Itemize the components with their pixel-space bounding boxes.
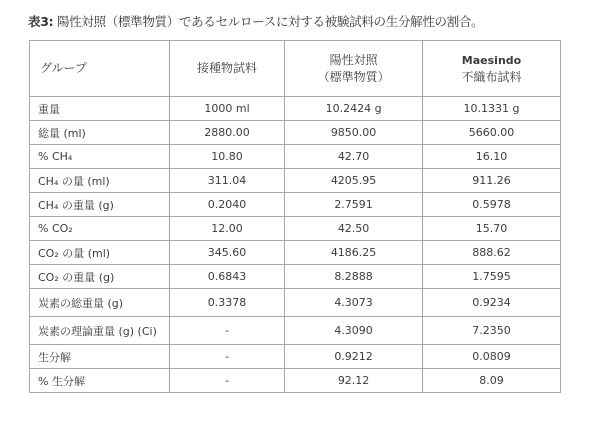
cell-maesindo: 911.26	[423, 169, 561, 193]
cell-positive-control: 9850.00	[285, 121, 423, 145]
row-label: % 生分解	[30, 369, 170, 393]
caption-prefix: 表3:	[28, 14, 54, 29]
cell-inoculum: 345.60	[170, 241, 285, 265]
caption-text: 陽性対照（標準物質）であるセルロースに対する被験試料の生分解性の割合。	[53, 14, 484, 29]
header-positive-control-line2: （標準物質）	[317, 69, 390, 84]
cell-positive-control: 42.50	[285, 217, 423, 241]
cell-maesindo: 0.9234	[423, 289, 561, 317]
table-row	[30, 369, 561, 393]
row-label: CO₂ の量 (ml)	[30, 241, 170, 265]
table-caption	[28, 12, 483, 30]
row-label: 炭素の総重量 (g)	[30, 289, 170, 317]
row-label: 生分解	[30, 345, 170, 369]
cell-maesindo: 1.7595	[423, 265, 561, 289]
cell-positive-control: 8.2888	[285, 265, 423, 289]
table-row	[30, 345, 561, 369]
biodegradation-table	[29, 40, 561, 393]
cell-positive-control: 42.70	[285, 145, 423, 169]
cell-maesindo: 10.1331 g	[423, 97, 561, 121]
cell-positive-control: 0.9212	[285, 345, 423, 369]
cell-maesindo: 8.09	[423, 369, 561, 393]
cell-maesindo: 16.10	[423, 145, 561, 169]
cell-inoculum: 10.80	[170, 145, 285, 169]
header-group-label: グループ	[40, 61, 88, 75]
cell-positive-control: 4186.25	[285, 241, 423, 265]
cell-maesindo: 0.0809	[423, 345, 561, 369]
header-maesindo-line2: 不織布試料	[461, 69, 522, 84]
table-row	[30, 97, 561, 121]
cell-maesindo: 15.70	[423, 217, 561, 241]
table-row	[30, 193, 561, 217]
cell-inoculum: -	[170, 345, 285, 369]
row-label: 総量 (ml)	[30, 121, 170, 145]
table-row	[30, 289, 561, 317]
cell-inoculum: 2880.00	[170, 121, 285, 145]
cell-inoculum: -	[170, 369, 285, 393]
cell-maesindo: 888.62	[423, 241, 561, 265]
header-group	[30, 41, 170, 97]
cell-inoculum: 311.04	[170, 169, 285, 193]
table-row	[30, 217, 561, 241]
cell-positive-control: 92.12	[285, 369, 423, 393]
cell-maesindo: 7.2350	[423, 317, 561, 345]
row-label: % CH₄	[30, 145, 170, 169]
cell-maesindo: 5660.00	[423, 121, 561, 145]
cell-positive-control: 4.3073	[285, 289, 423, 317]
row-label: CO₂ の重量 (g)	[30, 265, 170, 289]
row-label: CH₄ の重量 (g)	[30, 193, 170, 217]
table-row	[30, 121, 561, 145]
header-maesindo	[423, 41, 561, 97]
row-label: % CO₂	[30, 217, 170, 241]
row-label: CH₄ の量 (ml)	[30, 169, 170, 193]
cell-inoculum: 0.6843	[170, 265, 285, 289]
table-row	[30, 145, 561, 169]
header-maesindo-line1: Maesindo	[461, 53, 522, 67]
header-inoculum-label: 接種物試料	[197, 61, 258, 75]
cell-positive-control: 10.2424 g	[285, 97, 423, 121]
cell-inoculum: 0.2040	[170, 193, 285, 217]
cell-positive-control: 4.3090	[285, 317, 423, 345]
table-row	[30, 169, 561, 193]
cell-positive-control: 2.7591	[285, 193, 423, 217]
table-row	[30, 241, 561, 265]
row-label: 重量	[30, 97, 170, 121]
header-positive-control-line1: 陽性対照	[329, 52, 378, 67]
row-label: 炭素の理論重量 (g) (Ci)	[30, 317, 170, 345]
cell-maesindo: 0.5978	[423, 193, 561, 217]
table-row	[30, 265, 561, 289]
cell-inoculum: 0.3378	[170, 289, 285, 317]
header-inoculum	[170, 41, 285, 97]
cell-inoculum: 1000 ml	[170, 97, 285, 121]
cell-inoculum: -	[170, 317, 285, 345]
cell-inoculum: 12.00	[170, 217, 285, 241]
header-row	[30, 41, 561, 97]
table-row	[30, 317, 561, 345]
cell-positive-control: 4205.95	[285, 169, 423, 193]
header-positive-control	[285, 41, 423, 97]
